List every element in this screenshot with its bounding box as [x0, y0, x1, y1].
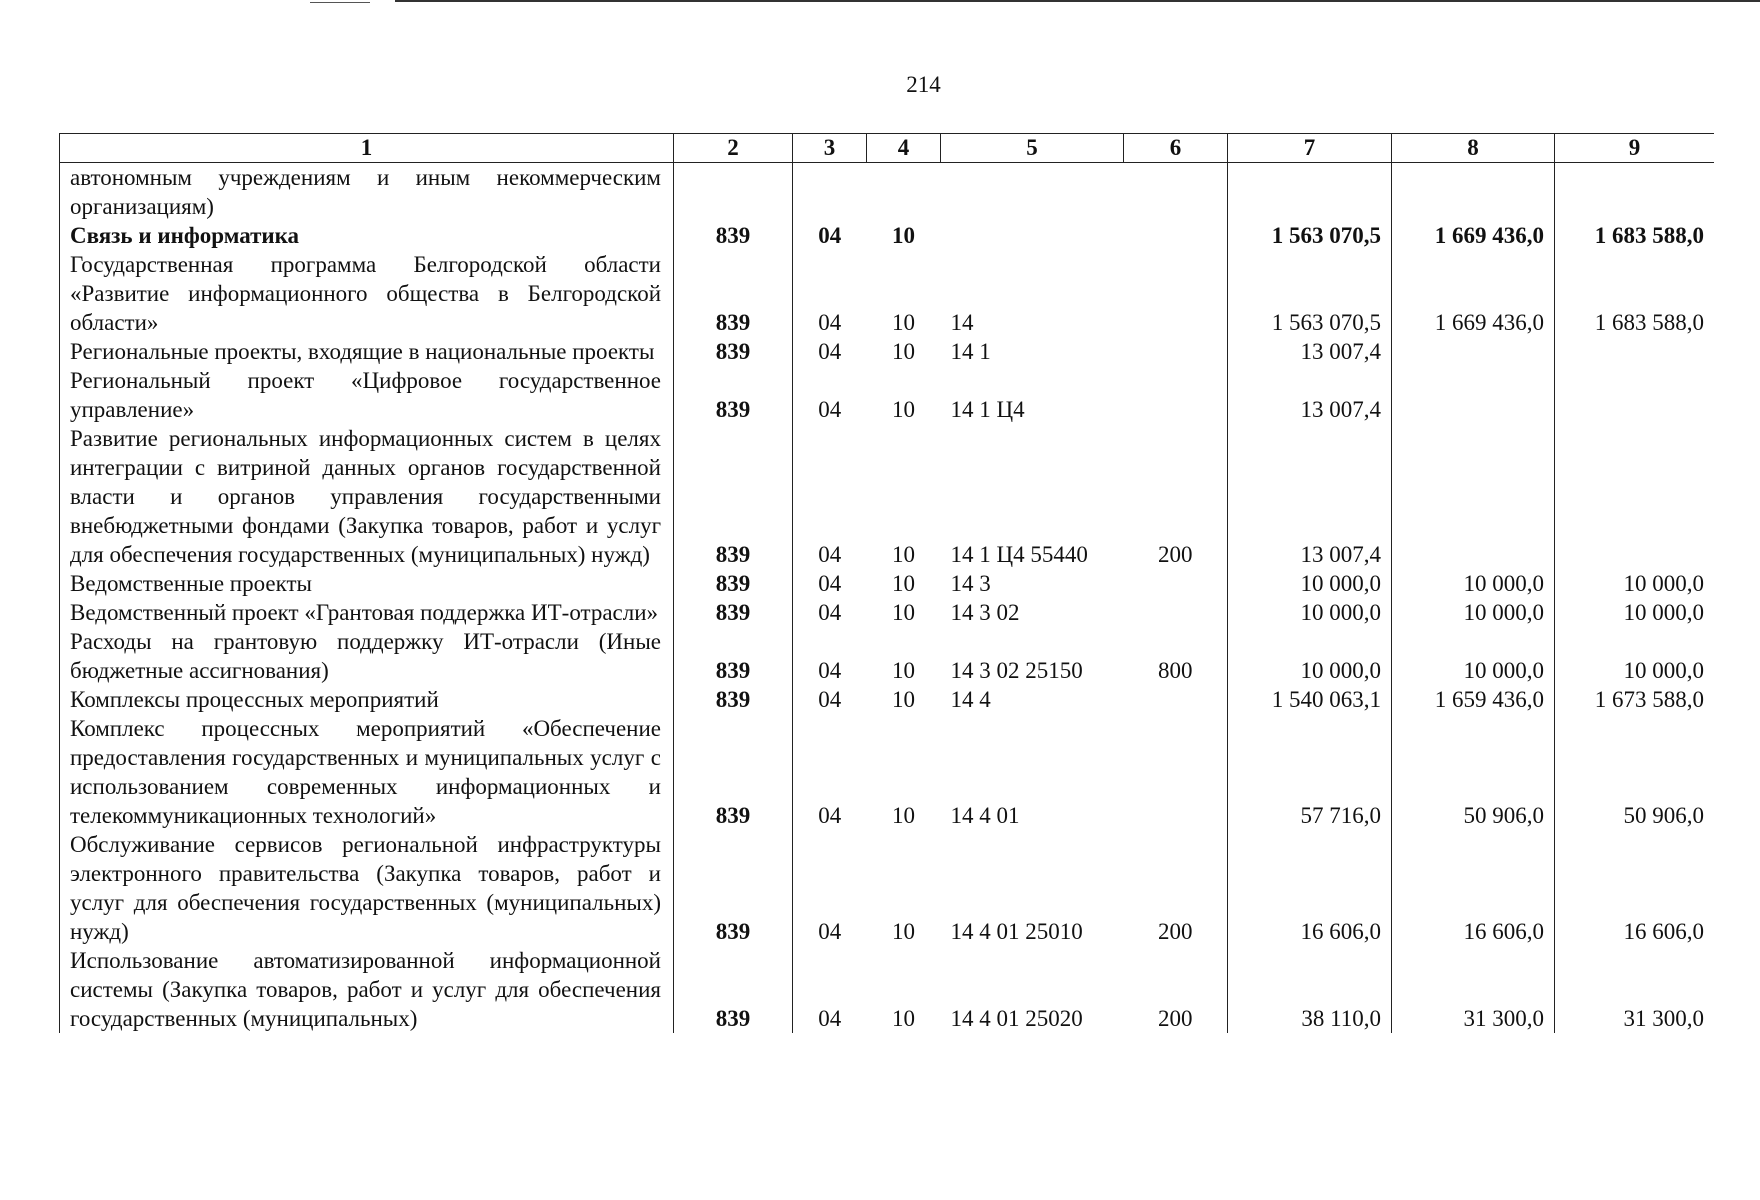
section-code-cell: 04 [793, 221, 867, 250]
subsection-code-cell: 10 [892, 571, 915, 596]
amount-year1-cell: 1 563 070,5 [1228, 250, 1392, 337]
amount-year3-cell: 1 673 588,0 [1555, 685, 1715, 714]
row-name-cell: Комплекс процессных мероприятий «Обеспечение предоставления государственных и муниципальных услуг с использованием современных информационных и телекоммуникационных технологий» [60, 714, 674, 830]
amount-year1-cell: 57 716,0 [1228, 714, 1392, 830]
table-row [60, 337, 1715, 366]
amount-year2-cell: 1 669 436,0 [1392, 221, 1555, 250]
amount-year1-cell: 1 563 070,5 [1228, 221, 1392, 250]
row-name-cell: Связь и информатика [60, 221, 674, 250]
amount-year1-cell [1228, 163, 1392, 222]
subsection-code-cell [867, 163, 941, 222]
amount-year1-cell: 10 000,0 [1228, 627, 1392, 685]
subsection-code-cell: 10 [892, 687, 915, 712]
grbs-code-cell: 839 [674, 569, 793, 598]
amount-year3-cell: 16 606,0 [1555, 830, 1715, 946]
target-article-code-cell: 14 4 01 25010 [950, 919, 1083, 944]
expense-type-code-cell: 800 [1124, 627, 1228, 685]
section-code-cell: 04 [793, 946, 867, 1033]
row-name-cell: Использование автоматизированной информационной системы (Закупка товаров, работ и услуг для обеспечения государственных (муниципальных) [60, 946, 674, 1033]
column-header: 6 [1124, 134, 1228, 163]
target-article-code-cell: 14 4 [950, 687, 991, 712]
page-number: 214 [906, 72, 941, 97]
expense-type-code-cell [1124, 685, 1228, 714]
row-name-cell: Региональные проекты, входящие в национальные проекты [60, 337, 674, 366]
amount-year1-cell: 1 540 063,1 [1228, 685, 1392, 714]
row-name-cell: Региональный проект «Цифровое государственное управление» [60, 366, 674, 424]
row-name-cell: Расходы на грантовую поддержку ИТ-отрасли (Иные бюджетные ассигнования) [60, 627, 674, 685]
table-row [60, 250, 1715, 337]
table-row [60, 714, 1715, 830]
expense-type-code-cell: 200 [1124, 424, 1228, 569]
table-row [60, 946, 1715, 1033]
target-article-code-cell [941, 163, 1124, 222]
table-row [60, 569, 1715, 598]
target-article-code-cell: 14 3 [950, 571, 991, 596]
amount-year3-cell: 50 906,0 [1555, 714, 1715, 830]
grbs-code-cell: 839 [674, 685, 793, 714]
target-article-code-cell: 14 1 [950, 339, 991, 364]
target-article-code-cell: 14 1 Ц4 55440 [950, 542, 1088, 567]
expense-type-code-cell [1124, 569, 1228, 598]
table-row [60, 685, 1715, 714]
section-code-cell: 04 [793, 250, 867, 337]
grbs-code-cell: 839 [674, 337, 793, 366]
row-name-cell: Обслуживание сервисов региональной инфраструктуры электронного правительства (Закупка товаров, работ и услуг для обеспечения государственных (муниципальных) нужд) [60, 830, 674, 946]
column-header: 1 [60, 134, 674, 163]
amount-year2-cell [1392, 163, 1555, 222]
amount-year3-cell [1555, 366, 1715, 424]
section-code-cell: 04 [793, 685, 867, 714]
grbs-code-cell [674, 163, 793, 222]
column-header: 4 [867, 134, 941, 163]
section-code-cell: 04 [793, 424, 867, 569]
budget-table [59, 133, 1714, 1033]
amount-year2-cell [1392, 337, 1555, 366]
subsection-code-cell: 10 [892, 919, 915, 944]
amount-year3-cell [1555, 424, 1715, 569]
expense-type-code-cell [1124, 598, 1228, 627]
subsection-code-cell: 10 [892, 310, 915, 335]
expense-type-code-cell [1124, 221, 1228, 250]
amount-year3-cell: 1 683 588,0 [1555, 250, 1715, 337]
amount-year1-cell: 16 606,0 [1228, 830, 1392, 946]
amount-year1-cell: 13 007,4 [1228, 424, 1392, 569]
row-name-cell: Комплексы процессных мероприятий [60, 685, 674, 714]
scan-artifact-line [395, 0, 1760, 2]
grbs-code-cell: 839 [674, 221, 793, 250]
column-header: 8 [1392, 134, 1555, 163]
amount-year3-cell [1555, 163, 1715, 222]
amount-year2-cell: 10 000,0 [1392, 569, 1555, 598]
subsection-code-cell: 10 [892, 339, 915, 364]
amount-year2-cell [1392, 424, 1555, 569]
row-name-cell: Государственная программа Белгородской области «Развитие информационного общества в Белгородской области» [60, 250, 674, 337]
table-row [60, 424, 1715, 569]
table-row [60, 598, 1715, 627]
row-name-cell: Ведомственные проекты [60, 569, 674, 598]
grbs-code-cell: 839 [674, 830, 793, 946]
column-header: 7 [1228, 134, 1392, 163]
table-row [60, 830, 1715, 946]
expense-type-code-cell [1124, 714, 1228, 830]
amount-year1-cell: 38 110,0 [1228, 946, 1392, 1033]
table-header-row [60, 134, 1715, 163]
target-article-code-cell: 14 3 02 [950, 600, 1020, 625]
grbs-code-cell: 839 [674, 598, 793, 627]
scan-artifact-line [310, 2, 370, 3]
target-article-code-cell: 14 3 02 25150 [950, 658, 1083, 683]
amount-year2-cell: 10 000,0 [1392, 627, 1555, 685]
target-article-code-cell: 14 [950, 310, 974, 335]
expense-type-code-cell [1124, 163, 1228, 222]
grbs-code-cell: 839 [674, 946, 793, 1033]
section-code-cell: 04 [793, 337, 867, 366]
subsection-code-cell: 10 [892, 223, 915, 248]
amount-year1-cell: 13 007,4 [1228, 366, 1392, 424]
amount-year2-cell: 50 906,0 [1392, 714, 1555, 830]
expense-type-code-cell [1124, 337, 1228, 366]
subsection-code-cell: 10 [892, 658, 915, 683]
amount-year2-cell: 1 659 436,0 [1392, 685, 1555, 714]
row-name-cell: Развитие региональных информационных систем в целях интеграции с витриной данных органов государственной власти и органов управления государственными внебюджетными фондами (Закупка товаров, работ и услуг для обеспечения государственных (муниципальных) нужд) [60, 424, 674, 569]
amount-year3-cell: 10 000,0 [1555, 569, 1715, 598]
grbs-code-cell: 839 [674, 714, 793, 830]
amount-year3-cell: 31 300,0 [1555, 946, 1715, 1033]
expense-type-code-cell: 200 [1124, 830, 1228, 946]
expense-type-code-cell: 200 [1124, 946, 1228, 1033]
amount-year3-cell: 1 683 588,0 [1555, 221, 1715, 250]
budget-table-container [59, 133, 1714, 1143]
amount-year2-cell: 16 606,0 [1392, 830, 1555, 946]
amount-year1-cell: 10 000,0 [1228, 569, 1392, 598]
expense-type-code-cell [1124, 366, 1228, 424]
section-code-cell: 04 [793, 830, 867, 946]
table-row [60, 627, 1715, 685]
subsection-code-cell: 10 [892, 803, 915, 828]
amount-year2-cell: 10 000,0 [1392, 598, 1555, 627]
column-header: 5 [941, 134, 1124, 163]
table-row [60, 366, 1715, 424]
column-header: 3 [793, 134, 867, 163]
amount-year3-cell: 10 000,0 [1555, 598, 1715, 627]
section-code-cell: 04 [793, 598, 867, 627]
expense-type-code-cell [1124, 250, 1228, 337]
target-article-code-cell: 14 4 01 [950, 803, 1020, 828]
column-header: 9 [1555, 134, 1715, 163]
grbs-code-cell: 839 [674, 250, 793, 337]
row-name-cell: Ведомственный проект «Грантовая поддержка ИТ-отрасли» [60, 598, 674, 627]
amount-year3-cell [1555, 337, 1715, 366]
section-code-cell: 04 [793, 627, 867, 685]
table-row [60, 163, 1715, 222]
section-code-cell: 04 [793, 569, 867, 598]
section-code-cell: 04 [793, 714, 867, 830]
grbs-code-cell: 839 [674, 366, 793, 424]
amount-year1-cell: 13 007,4 [1228, 337, 1392, 366]
table-body [60, 163, 1715, 1034]
grbs-code-cell: 839 [674, 424, 793, 569]
amount-year2-cell: 1 669 436,0 [1392, 250, 1555, 337]
amount-year2-cell [1392, 366, 1555, 424]
subsection-code-cell: 10 [892, 542, 915, 567]
column-header: 2 [674, 134, 793, 163]
target-article-code-cell [941, 221, 1124, 250]
subsection-code-cell: 10 [892, 397, 915, 422]
table-row [60, 221, 1715, 250]
target-article-code-cell: 14 4 01 25020 [950, 1006, 1083, 1031]
amount-year1-cell: 10 000,0 [1228, 598, 1392, 627]
section-code-cell [793, 163, 867, 222]
amount-year3-cell: 10 000,0 [1555, 627, 1715, 685]
row-name-cell: автономным учреждениям и иным некоммерческим организациям) [60, 163, 674, 222]
amount-year2-cell: 31 300,0 [1392, 946, 1555, 1033]
section-code-cell: 04 [793, 366, 867, 424]
subsection-code-cell: 10 [892, 600, 915, 625]
subsection-code-cell: 10 [892, 1006, 915, 1031]
target-article-code-cell: 14 1 Ц4 [950, 397, 1025, 422]
grbs-code-cell: 839 [674, 627, 793, 685]
